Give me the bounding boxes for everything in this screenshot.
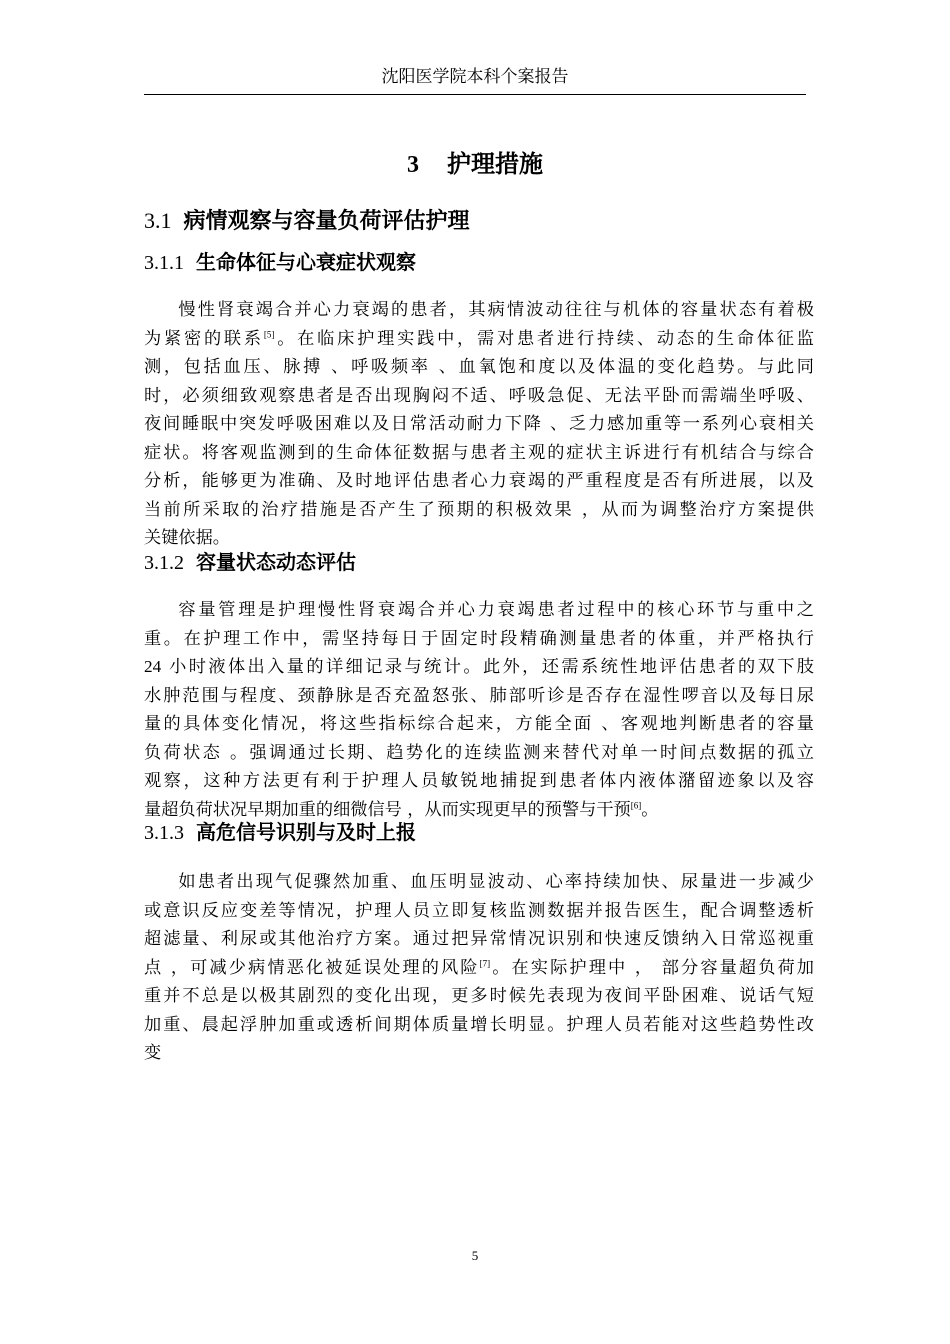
paragraph-line: 24 小时液体出入量的详细记录与统计。此外，还需系统性地评估患者的双下肢 [144,657,814,677]
paragraph-high-risk-signals [144,868,814,1068]
paragraph-line: 慢性肾衰竭合并心力衰竭的患者，其病情波动往往与机体的容量状态有着极 [178,300,814,320]
paragraph-line: 当前所采取的治疗措施是否产生了预期的积极效果 ，从而为调整治疗方案提供 [144,499,814,520]
section-heading-3-1-2 [144,546,814,579]
section-title: 容量状态动态评估 [196,550,356,574]
section-number: 3.1.3 [144,822,184,844]
paragraph-volume-assessment [144,596,814,824]
paragraph-line: 量超负荷状况早期加重的细微信号 ，从而实现更早的预警与干预[6]。 [144,799,659,820]
paragraph-line: 水肿范围与程度、颈静脉是否充盈怒张、肺部听诊是否存在湿性啰音以及每日尿 [144,685,814,706]
section-number: 3.1.1 [144,252,184,274]
paragraph-line: 如患者出现气促骤然加重、血压明显波动、心率持续加快、尿量进一步减少 [178,872,814,892]
paragraph-line: 分析，能够更为准确、及时地评估患者心力衰竭的严重程度是否有所进展，以及 [144,471,814,491]
section-number: 3.1.2 [144,552,184,574]
paragraph-line: 变 [144,1043,162,1063]
paragraph-line: 负荷状态 。强调通过长期、趋势化的连续监测来替代对单一时间点数据的孤立 [144,742,814,763]
chapter-title [0,146,950,183]
citation-ref: [6] [630,799,642,810]
chapter-title-text: 护理措施 [447,150,543,178]
section-title: 病情观察与容量负荷评估护理 [183,209,470,234]
section-heading-3-1-1 [144,246,814,279]
paragraph-line: 症状。将客观监测到的生命体征数据与患者主观的症状主诉进行有机结合与综合 [144,442,814,463]
paragraph-line: 或意识反应变差等情况，护理人员立即复核监测数据并报告医生，配合调整透析 [144,900,814,921]
paragraph-line: 量的具体变化情况，将这些指标综合起来，方能全面 、客观地判断患者的容量 [144,714,814,734]
paragraph-line: 重并不总是以极其剧烈的变化出现，更多时候先表现为夜间平卧困难、说话气短 [144,986,814,1006]
paragraph-line: 观察，这种方法更有利于护理人员敏锐地捕捉到患者体内液体潴留迹象以及容 [144,771,814,791]
page-header: 沈阳医学院本科个案报告 [381,67,569,87]
header-divider [144,94,806,95]
paragraph-line: 夜间睡眠中突发呼吸困难以及日常活动耐力下降 、乏力感加重等一系列心衰相关 [144,414,814,434]
section-title: 生命体征与心衰症状观察 [196,250,416,274]
section-heading-3-1-3 [144,816,814,849]
page-number: 5 [471,1248,479,1263]
paragraph-line: 超滤量、利尿或其他治疗方案。通过把异常情况识别和快速反馈纳入日常巡视重 [144,929,814,949]
chapter-number: 3 [407,152,419,178]
paragraph-line: 为紧密的联系[5]。在临床护理实践中，需对患者进行持续、动态的生命体征监 [144,328,814,349]
paragraph-line: 关键依据。 [144,528,230,548]
section-number: 3.1 [144,208,172,233]
paragraph-line: 重。在护理工作中，需坚持每日于固定时段精确测量患者的体重，并严格执行 [144,628,814,649]
paragraph-line: 测，包括血压、脉搏 、呼吸频率 、血氧饱和度以及体温的变化趋势。与此同 [144,357,814,377]
paragraph-line: 容量管理是护理慢性肾衰竭合并心力衰竭患者过程中的核心环节与重中之 [178,600,814,620]
paragraph-line: 时，必须细致观察患者是否出现胸闷不适、呼吸急促、无法平卧而需端坐呼吸、 [144,385,814,406]
paragraph-line: 加重、晨起浮肿加重或透析间期体质量增长明显。护理人员若能对这些趋势性改 [144,1014,814,1035]
paragraph-line: 点 ，可减少病情恶化被延误处理的风险[7]。在实际护理中 ， 部分容量超负荷加 [144,957,814,978]
citation-ref: [5] [263,328,275,339]
paragraph-vital-signs [144,296,814,553]
section-title: 高危信号识别与及时上报 [196,820,416,844]
citation-ref: [7] [479,957,491,968]
section-heading-3-1 [144,204,814,239]
